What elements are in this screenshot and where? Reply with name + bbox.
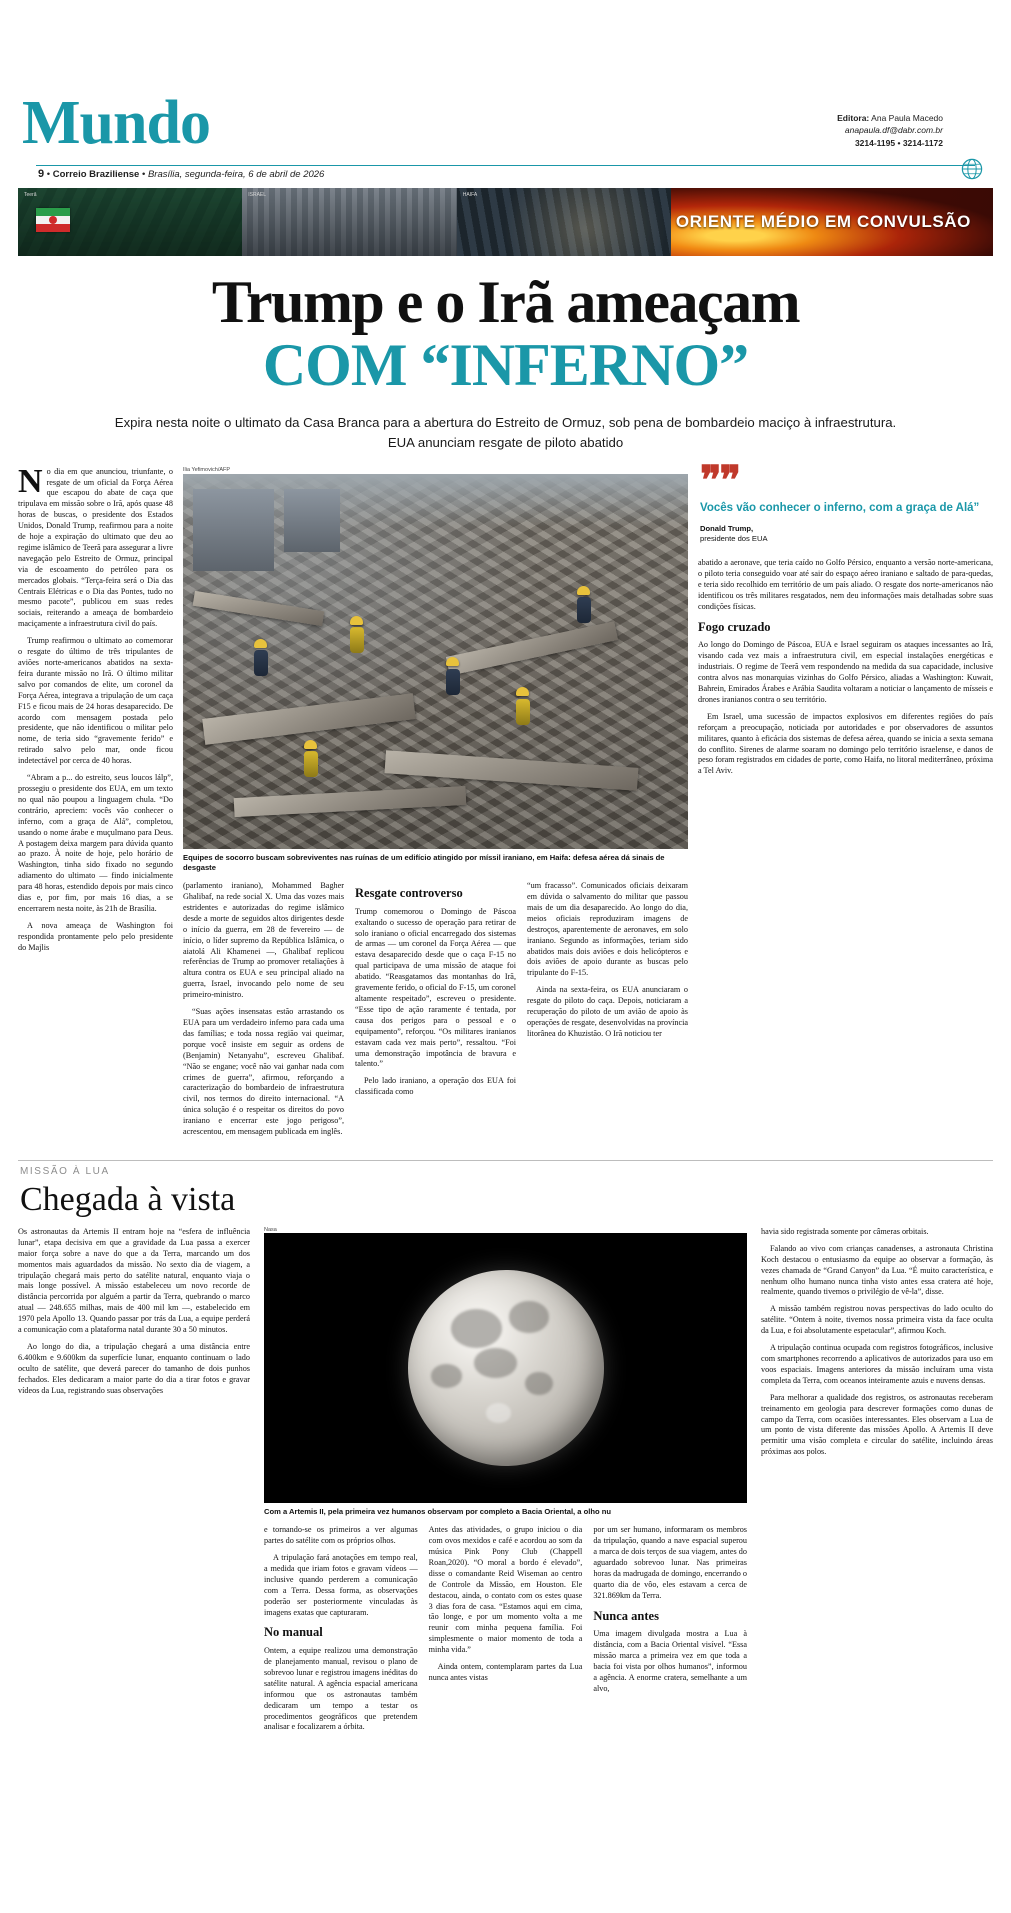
- photo-helmet: [516, 687, 529, 696]
- story-column-b: [355, 881, 516, 1144]
- moon-photo-caption: Com a Artemis II, pela primeira vez humanos observam por completo a Bacia Oriental, a olho nu: [264, 1506, 612, 1516]
- headline-line-2: COM “INFERNO”: [262, 332, 749, 398]
- paragraph: A tripulação fará anotações em tempo real, a medida que iriam fotos e gravam vídeos — inclusive quando perderem a comunicação com a Terra. Dessa forma, as observações poderão ser posteriormente vinculadas às imagens exatas que capturaram.: [264, 1553, 418, 1617]
- story-rail-right: [698, 457, 993, 1144]
- paragraph: Os astronautas da Artemis II entram hoje na “esfera de influência lunar”, etapa decisiva em que a gravidade da Lua passa a exercer maior força sobre a nave do que a da Terra, marcando um dos momentos mais aguardados da missão. No sexto dia de viagem, a tripulação chegará mais perto do satélite natural, enquanto viaja o mais longe possível. A missão estabeleceu um novo recorde de distância percorrida por alguém a partir da Terra, quebrando o marco atual — 248.655 milhas, mais de 400 mil km —, estabelecido em 1970 pela Apollo 13. Quando passar por trás da Lua, a equipe perderá a comunicação com a plataforma natal durante 30 a 50 minutos.: [18, 1226, 250, 1335]
- moon-column-4: [761, 1227, 993, 1739]
- paragraph: Em Israel, uma sucessão de impactos explosivos em diferentes regiões do país reforçam a preocupação, noticiada por autoridades e por observadores de assuntos militares, quanto à eficácia dos sistemas de defesa aérea, quando se inicia a sexta semana do conflito. Sirenes de alarme soaram no domingo pelo território israelense, e danos de peso foram registrados em cidades de porte, como Haifa, no litoral mediterrâneo, próxima a Tel Aviv.: [698, 711, 993, 776]
- photo-building: [284, 489, 340, 553]
- page-number: 9: [38, 168, 45, 180]
- photo-rescuer: [446, 669, 460, 695]
- quote-mark-icon: ❞❞: [700, 457, 740, 503]
- paragraph: “Suas ações insensatas estão arrastando os EUA para um verdadeiro inferno para cada uma das famílias; e toda nossa região vai queimar, porque você insiste em seguir as ordens de (Benjamin) Netanyahu”, escreveu Ghalibaf. “Não se engane; você não vai ganhar nada com crimes de guerra”, afirmou, reforçando a caracterização do bombardeio de infraestrutura civil, nos termos do direito internacional. “A única solução é o respeitar os direitos do povo iraniano e encerrar este jogo perigoso”, acrescentou, em mensagem publicada em inglês.: [183, 1007, 344, 1137]
- photo-rescuer: [577, 597, 591, 623]
- paragraph: Trump reafirmou o ultimato ao comemorar o resgate do último de três tripulantes de aviões norte-americanos abatidos na sexta-feira durante missão no Irã. O último militar salvo por comandos de elite, um coronel da Força Aérea, integrava a tripulação de um caça F15 e ficou mais de 24 horas desaparecido. De acordo com mensagem postada pelo presidente, que não identificou o militar pelo nome, de teria sido “gravemente ferido” e retirado salvo pelo mar, onde ficou indetectável por cerca de 40 horas.: [18, 636, 173, 766]
- lead-story: [18, 457, 993, 1144]
- banner-credit-1: Teerã: [24, 192, 37, 198]
- folio-bullet-2: •: [141, 169, 146, 180]
- paragraph: Ainda ontem, contemplaram partes da Lua nunca antes vistas: [428, 1662, 583, 1682]
- masthead: [18, 0, 993, 185]
- section-kicker: MISSÃO À LUA: [20, 1165, 110, 1177]
- folio-rule: [36, 165, 975, 166]
- photo-helmet: [577, 586, 590, 595]
- moon-disc: [408, 1270, 604, 1466]
- photo-caption: Equipes de socorro buscam sobreviventes nas ruínas de um edifício atingido por míssil iraniano, em Haifa: defesa aérea dá sinais de desgaste: [183, 852, 665, 872]
- section-subhead: Resgate controverso: [355, 886, 463, 901]
- moon-photo-credit: Nasa: [264, 1226, 277, 1233]
- photo-building: [193, 489, 274, 572]
- moon-mare: [474, 1348, 517, 1377]
- story-rail-text: [698, 558, 993, 777]
- paragraph: (parlamento iraniano), Mohammed Bagher Ghalibaf, na rede social X. Uma das vozes mais estridentes e autorizadas do regime islâmico desde a morte de seguidos altos dirigentes desde o início da guerra, em 28 de fevereiro — de início, o líder supremo da República Islâmica, o aiatolá Ali Khamenei —, Ghalibaf replicou referências de Trump ao promover retaliações à altura contra os EUA e seu principal aliado na guerra, Israel, invocando pelo nome de seu primeiro-ministro.: [183, 881, 344, 1000]
- paragraph: Ontem, a equipe realizou uma demonstração de planejamento manual, revisou o plano de sobrevoo lunar e registrou imagens inéditas do satélite natural. A agência espacial americana informou que os astronautas também dedicaram um tempo a testar os procedimentos geográficos que pretendem analisar e focalizarem a órbita.: [264, 1646, 418, 1732]
- moon-photo: [264, 1233, 747, 1503]
- paragraph: A nova ameaça de Washington foi respondida prontamente pelo pelo presidente do Majlis: [18, 920, 173, 952]
- photo-rescuer: [516, 699, 530, 725]
- editor-name: Ana Paula Macedo: [871, 113, 943, 123]
- folio-bullet: •: [46, 169, 51, 180]
- moon-subcolumns: [264, 1525, 747, 1739]
- moon-mare: [525, 1372, 552, 1396]
- paragraph: Ao longo do Domingo de Páscoa, EUA e Israel seguiram os ataques incessantes ao Irã, visando cada vez mais a infraestrutura civil, em especial instalações energéticas e industriais. O regime de Teerã vem respondendo na medida da sua capacidade, inclusive contra alvos nas monarquias vizinhas do Golfo Pérsico, aliadas a Washington: Kuwait, Bahrein, Emirados Árabes e Arábia Saudita voltaram a noticiar o lançamento de mísseis e drones iranianos contra o seu território.: [698, 640, 993, 704]
- photo-helmet: [446, 657, 459, 666]
- paragraph: No dia em que anunciou, triunfante, o resgate de um oficial da Força Aérea que escapou do abate de caça que tripulava em missão sobre o Irã, após quase 48 horas de buscas, o presidente dos Estados Unidos, Donald Trump, reafirmou para a noite de hoje a expiração do ultimato que deu ao regime islâmico de Teerã para assegurar a livre navegação pelo Estreito de Ormuz, principal via de escoamento do petróleo para os mercados globais. “Terça-feira será o Dia das Centrais Elétricas e o Dia das Pontes, tudo no mesmo pacote”, publicou em suas redes sociais, reiterando a ameaça de bombardeio maciçamente a infraestrutura civil do país.: [18, 462, 173, 629]
- lead-photo: [183, 474, 688, 849]
- folio: [38, 168, 324, 180]
- paragraph: Para melhorar a qualidade dos registros, os astronautas receberam treinamento em geologia para descrever formações como dunas de campo da Terra, com ocasiões interessantes. Eles observam a Lua de um ponto de vista diferente das missões Apollo. A Artemis II deve permitir uma visão completa e circular do satélite, incluindo áreas próximas aos polos.: [761, 1392, 993, 1457]
- paragraph: Falando ao vivo com crianças canadenses, a astronauta Christina Koch destacou o entusiasmo da equipe ao observar a formação, às vezes chamada de “Grand Canyon” da Lua. “É muito característica, e nenhum olho humano nunca tinha visto antes essa cratera até hoje, realmente, quando tivemos o privilégio de vê-la”, disse.: [761, 1243, 993, 1297]
- moon-column-1: [18, 1227, 250, 1739]
- moon-mare: [431, 1364, 462, 1388]
- quote-author: Donald Trump,: [700, 523, 754, 533]
- photo-rescuer: [350, 627, 364, 653]
- paragraph: Uma imagem divulgada mostra a Lua à distância, com a Bacia Oriental visível. “Essa missão marca a primeira vez em que toda a bacia foi vista por olhos humanos”, informou a agência. A enorme cratera, semelhante a um alvo,: [593, 1629, 747, 1693]
- banner-credit-3: HAIFA: [462, 192, 478, 198]
- paragraph: “Abram a p... do estreito, seus loucos lálp”, prossegiu o presidente dos EUA, em um texto no qual não poupou a linguagem chula. “Do contrário, apreciem: vocês vão conhecer o inferno, com a graça de Alá”, completou, usando o nome árabe e muçulmano para Deus. A postagem deixa margem para dúvida quanto ao prazo. À noite de hoje, pelo horário de Washington, tinha sido fixado no segundo adiamento do ultimato — findo inicialmente para 48 horas, estendido depois por mais cinco dias e, por fim, por mais 16 dias, a se encerrarem nesta noite, às 21h de Brasília.: [18, 773, 173, 913]
- editor-info: [837, 112, 943, 149]
- globe-icon: [961, 158, 983, 180]
- section-title: Mundo: [22, 89, 210, 157]
- quote-attribution: [700, 524, 991, 545]
- banner-image-city: [242, 188, 457, 256]
- photo-helmet: [254, 639, 267, 648]
- editor-phones: 3214-1195 • 3214-1172: [854, 137, 943, 148]
- story-column-c: [527, 881, 688, 1144]
- moon-column-2: [264, 1525, 418, 1739]
- moon-mare: [509, 1301, 548, 1332]
- photo-rescuer: [304, 751, 318, 777]
- paragraph: por um ser humano, informaram os membros da tripulação, quando a nave espacial superou a marca de dois terços de sua viagem, antes do aguardado sobrevoo lunar. Nas primeiras horas da madrugada de domingo, encerrando o quarto dia de vôo, eles estavam a cerca de 321.869km da Terra.: [593, 1525, 747, 1600]
- paragraph: havia sido registrada somente por câmeras orbitais.: [761, 1226, 929, 1236]
- paragraph: Antes das atividades, o grupo iniciou o dia com ovos mexidos e café e acordou ao som da música Pink Pony Club (Chappell Roan,2020). “O moral a bordo é elevado”, disse o comandante Reid Wiseman ao centro de Controle da Missão, em Houston. Ele destacou, ainda, o contato com os estes quase 3 dias fora de casa. “Estamos aqui em cima, tão longe, e por um momento volta a me reunir com minha pequena família. Foi simplesmente o maior momento de toda a minha vida.”: [428, 1525, 583, 1655]
- photo-helmet: [350, 616, 363, 625]
- story-column-a: [183, 881, 344, 1144]
- moon-layout: [18, 1227, 993, 1739]
- moon-crater: [486, 1403, 511, 1423]
- photo-credit: Ilia Yefimovich/AFP: [183, 466, 231, 473]
- brand-name: Correio Braziliense: [52, 169, 140, 180]
- banner-label: ORIENTE MÉDIO EM CONVULSÃO: [675, 212, 971, 231]
- secondary-story: [18, 1160, 993, 1739]
- section-subhead: No manual: [264, 1625, 323, 1640]
- quote-text: Vocês vão conhecer o inferno, com a graça de Alá”: [700, 501, 980, 514]
- dateline: Brasília, segunda-feira, 6 de abril de 2026: [147, 169, 325, 180]
- editor-email[interactable]: anapaula.df@dabr.com.br: [844, 125, 943, 136]
- editor-label: Editora:: [837, 113, 870, 123]
- moon-mare: [451, 1309, 502, 1348]
- paragraph: “um fracasso”. Comunicados oficiais deixaram em dúvida o salvamento do militar que passou mais de um dia desaparecido. Ao longo do dia, meios oficiais reproduziram imagens de destroços, aparentemente de aeronaves, em solo iraniano. Segundo as informações, teriam sido abatidos mais dois aviões e dois helicópteros e dois aviões de apoio durante as buscas pelo tripulante do F-15.: [527, 881, 688, 978]
- story-center: [183, 467, 688, 1144]
- paragraph: Ainda na sexta-feira, os EUA anunciaram o resgate do piloto do caça. Depois, noticiaram a recuperação do piloto de um avião de apoio às operações de resgate, desenvolvidas na província litorânea do Khuzistão. O Irã noticiou ter: [527, 985, 688, 1038]
- drop-cap: N: [18, 462, 43, 500]
- paragraph: abatido a aeronave, que teria caído no Golfo Pérsico, enquanto a versão norte-americana, o piloto teria conseguido voar até sair do espaço aéreo iraniano e saltado de para-quedas, e teria sido recolhido em território de um país aliado. O resgate dos norte-americanos não identificou os três militares resgatados, nem deu informações mais detalhadas sobre suas condições físicas.: [698, 558, 993, 611]
- photo-rescuer: [254, 650, 268, 676]
- paragraph: A missão também registrou novas perspectivas do lado oculto do satélite. “Ontem à noite, tivemos nossa primeira vista da face oculta da Lua, e foi absolutamente espetacular”, afirmou Koch.: [761, 1304, 993, 1336]
- moon-column-2b: [429, 1525, 583, 1739]
- story-column-left: [18, 462, 173, 1144]
- banner-image-tehran: [18, 188, 242, 256]
- section-subhead: Nunca antes: [593, 1608, 659, 1623]
- iran-flag-icon: [36, 208, 70, 232]
- paragraph: A tripulação continua ocupada com registros fotográficos, inclusive com smartphones recorrendo a aplicativos de autorizados para uso em voos espaciais. Imagens anteriores da missão incluíram uma vista completa da Terra, com oceanos inteiramente azuis e nuvens densas.: [761, 1343, 993, 1385]
- photo-helmet: [304, 740, 317, 749]
- paragraph: Pelo lado iraniano, a operação dos EUA foi classificada como: [355, 1076, 516, 1097]
- banner-image-haifa: [457, 188, 672, 256]
- topic-banner: [18, 188, 993, 256]
- paragraph: e tornando-se os primeiros a ver algumas partes do satélite com os próprios olhos.: [264, 1525, 418, 1546]
- pull-quote: [698, 457, 993, 545]
- headline-subhead: Expira nesta noite o ultimato da Casa Branca para a abertura do Estreito de Ormuz, sob pena de bombardeio maciço à infraestrutura. EUA anunciam resgate de piloto abatido: [114, 415, 897, 450]
- moon-column-3: [593, 1525, 747, 1739]
- moon-photo-block: [264, 1227, 747, 1739]
- secondary-headline: Chegada à vista: [20, 1180, 236, 1218]
- story-subcolumns: [183, 881, 688, 1144]
- paragraph: Ao longo do dia, a tripulação chegará a uma distância entre 6.400km e 9.600km da superfície lunar, enquanto continuam o lado oculto de satélite, que deverá parecer do tamanho de dois punhos fechados. Eles dedicaram a maior parte do dia a tirar fotos e gravar vídeos da Lua, registrando suas observações: [18, 1342, 250, 1395]
- headline-line-1: Trump e o Irã ameaçam: [211, 269, 800, 335]
- headline-block: [18, 256, 993, 453]
- quote-role: presidente dos EUA: [700, 534, 768, 544]
- banner-credit-2: ISRAEL: [248, 192, 267, 198]
- section-subhead: Fogo cruzado: [698, 619, 771, 634]
- paragraph: Trump comemorou o Domingo de Páscoa exaltando o sucesso de operação para retirar de solo iraniano o oficial encarregado dos sistemas de armas — um coronel da Força Aérea — que estava desaparecido desde que o caça F-15 no qual participava de uma missão de ataque foi abatido. “Reasgatamos das montanhas do Irã, gravemente ferido, o oficial do F-15, um coronel altamente respeitado”, escreveu o presidente. “Esse tipo de ação raramente é tentada, por causa dos perigos para o pessoal e o equipamento”, reforçou. “Os militares iranianos estavam cada vez mais perto”, ressaltou. “Foi uma demonstração impotância de bravura e talento.”: [355, 906, 516, 1069]
